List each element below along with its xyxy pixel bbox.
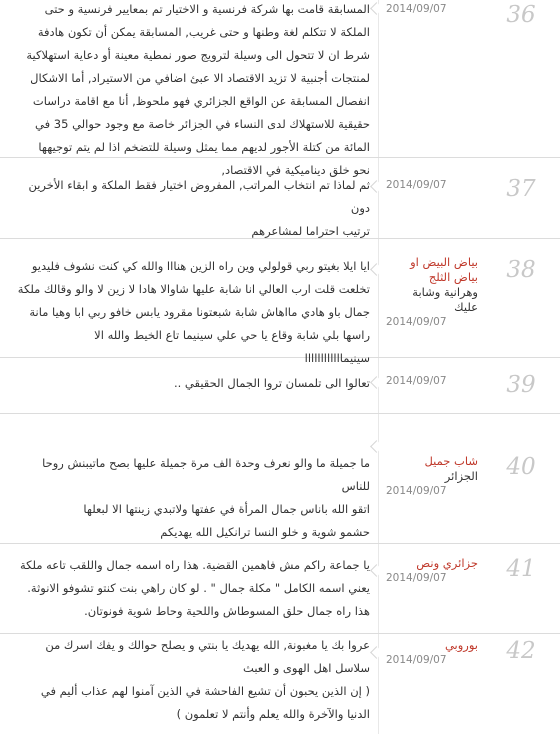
- comment-line: عروا بك يا مغبونة, الله يهديك يا بنتي و يصلح حوالك و يفك اسرك من: [45, 638, 370, 652]
- comment-line: ما جميلة ما والو نعرف وحدة الف مرة جميلة عليها بصح ماتيبنش روحا: [42, 456, 370, 470]
- comment-item: [0, 634, 560, 734]
- comment-number: 39: [506, 372, 536, 398]
- comment-line: انفصال المسابقة عن الواقع الجزائري فهو ملحوظ, أنا مع اقامة دراسات: [32, 94, 370, 108]
- comment-item: [0, 239, 560, 365]
- comment-line: ايا ايلا بغيتو ربي قولولي وين راه الزين هنااا والله كي كنت نشوف فليديو: [31, 259, 370, 273]
- comment-author[interactable]: بوروبي: [444, 638, 478, 652]
- comment-divider: [378, 414, 379, 543]
- comment-number: 37: [506, 176, 536, 202]
- comment-notch: [370, 564, 383, 577]
- comment-notch: [370, 376, 383, 389]
- comment-meta: [386, 178, 480, 192]
- comment-line: المائة من كتلة الأجور لديهم مما يمثل وسيلة للتضخم اذا لم يتم توجيهها: [38, 140, 370, 154]
- comment-line: سينيماااااااااااا: [304, 351, 370, 365]
- comment-line: ( إن الذين يحبون أن تشيع الفاحشة في الذين آمنوا لهم عذاب أليم في: [40, 684, 370, 698]
- comment-notch: [370, 440, 383, 453]
- comment-date: 2014/09/07: [386, 316, 447, 328]
- comment-date: 2014/09/07: [386, 485, 447, 497]
- comment-divider: [378, 158, 379, 238]
- comment-author-location: وهرانية وشابة عليك: [412, 285, 478, 314]
- comment-line: اتقو الله باناس جمال المرأة في عفتها ولاتبدي زينتها الا لبعلها: [83, 502, 370, 516]
- comment-line: سلاسل اهل الهوى و العبث: [243, 661, 370, 675]
- comment-divider: [378, 544, 379, 633]
- comment-line: هذا راه جمال حلق المسوطاش واللحية وحاط شوية فونوتان.: [84, 604, 370, 618]
- comment-line: تخلعت قلت ارب العالي انا شابة عليها شاوالا هادا لا زين لا والو وقالك ملكة: [17, 282, 370, 296]
- comment-body: [8, 0, 370, 182]
- comment-line: تعالوا الى تلمسان تروا الجمال الحقيقي ..: [173, 376, 370, 390]
- comment-date: 2014/09/07: [386, 3, 447, 15]
- comment-divider: [378, 239, 379, 357]
- comment-line: يعني اسمه الكامل " مكلة جمال " . لو كان راهي بنت كنتو تشوفو الانوثة.: [27, 581, 370, 595]
- comment-divider: [378, 0, 379, 157]
- comment-meta: [386, 255, 480, 329]
- comment-line: ثم لماذا تم انتخاب المراتب, المفروض اختيار فقط الملكة و ابقاء الأخرين دون: [28, 178, 370, 215]
- comment-line: ترتيب احتراما لمشاعرهم: [251, 224, 370, 238]
- comment-body: [8, 372, 370, 395]
- comment-line: يا جماعة راكم مش فاهمين القضية. هذا راه اسمه جمال واللقب تاعه ملكة: [20, 558, 370, 572]
- comment-item: [0, 0, 560, 177]
- comment-line: حشمو شوية و خلو النسا ترانكيل الله يهديكم: [160, 525, 370, 539]
- comment-meta: [386, 556, 480, 585]
- comment-line: نحو خلق ديناميكية في الاقتصاد,: [221, 163, 370, 177]
- comment-notch: [370, 263, 383, 276]
- comment-body: [8, 452, 370, 544]
- comment-line: للناس: [341, 479, 370, 493]
- comment-body: [8, 634, 370, 726]
- comment-body: [8, 255, 370, 370]
- comment-number: 41: [506, 556, 536, 582]
- comment-body: [8, 554, 370, 623]
- comment-line: جمال باو هادي مااهاش شابة شبعتونا مقرود يابس خافو ربي ابا وهيا مانة: [29, 305, 370, 319]
- comment-body: [8, 174, 370, 243]
- comment-notch: [370, 180, 383, 193]
- comment-author[interactable]: جزائري ونص: [416, 556, 478, 570]
- comment-line: الدنيا والآخرة والله يعلم وأنتم لا تعلمون ): [176, 707, 370, 721]
- comment-item: [0, 358, 560, 414]
- comment-author[interactable]: بياض البيض او بياض الثلج: [410, 255, 478, 284]
- comment-date: 2014/09/07: [386, 375, 447, 387]
- comment-author-location: الجزائر: [444, 469, 478, 483]
- comment-item: [0, 158, 560, 239]
- comment-line: شرط ان لا تتحول الى وسيلة لترويج صور نمطية معينة أو دعاية استهلاكية: [26, 48, 370, 62]
- comment-line: حقيقية للاستهلاك لدى النساء في الجزائر خاصة مع وجود حوالي 35 في: [35, 117, 370, 131]
- comment-meta: [386, 2, 480, 16]
- comment-number: 42: [506, 638, 536, 664]
- comment-line: راسها بلي شابة وقاع يا حي علي سينيما تاع الخيط والله الا: [94, 328, 370, 342]
- comment-meta: [386, 454, 480, 498]
- comment-line: لمنتجات أجنبية لا تزيد الاقتصاد الا عبئ اضافي من الاستيراد, أما الاشكال: [30, 71, 370, 85]
- comment-author[interactable]: شاب جميل: [424, 454, 478, 468]
- comment-line: المسابقة قامت بها شركة فرنسية و الاختيار تم بمعايير فرنسية و حتى: [44, 2, 370, 16]
- comment-notch: [370, 2, 383, 15]
- comment-number: 38: [506, 257, 536, 283]
- comment-date: 2014/09/07: [386, 179, 447, 191]
- comment-notch: [370, 646, 383, 659]
- comment-item: [0, 544, 560, 634]
- comment-item: [0, 414, 560, 544]
- comment-meta: [386, 638, 480, 667]
- comment-meta: [386, 374, 480, 388]
- comment-line: الملكة لا تتكلم لغة وطنها و حتى غريب, المسابقة يمكن أن تكون هادفة: [37, 25, 370, 39]
- comment-number: 40: [506, 454, 536, 480]
- comment-date: 2014/09/07: [386, 572, 447, 584]
- comment-number: 36: [506, 2, 536, 28]
- comment-date: 2014/09/07: [386, 654, 447, 666]
